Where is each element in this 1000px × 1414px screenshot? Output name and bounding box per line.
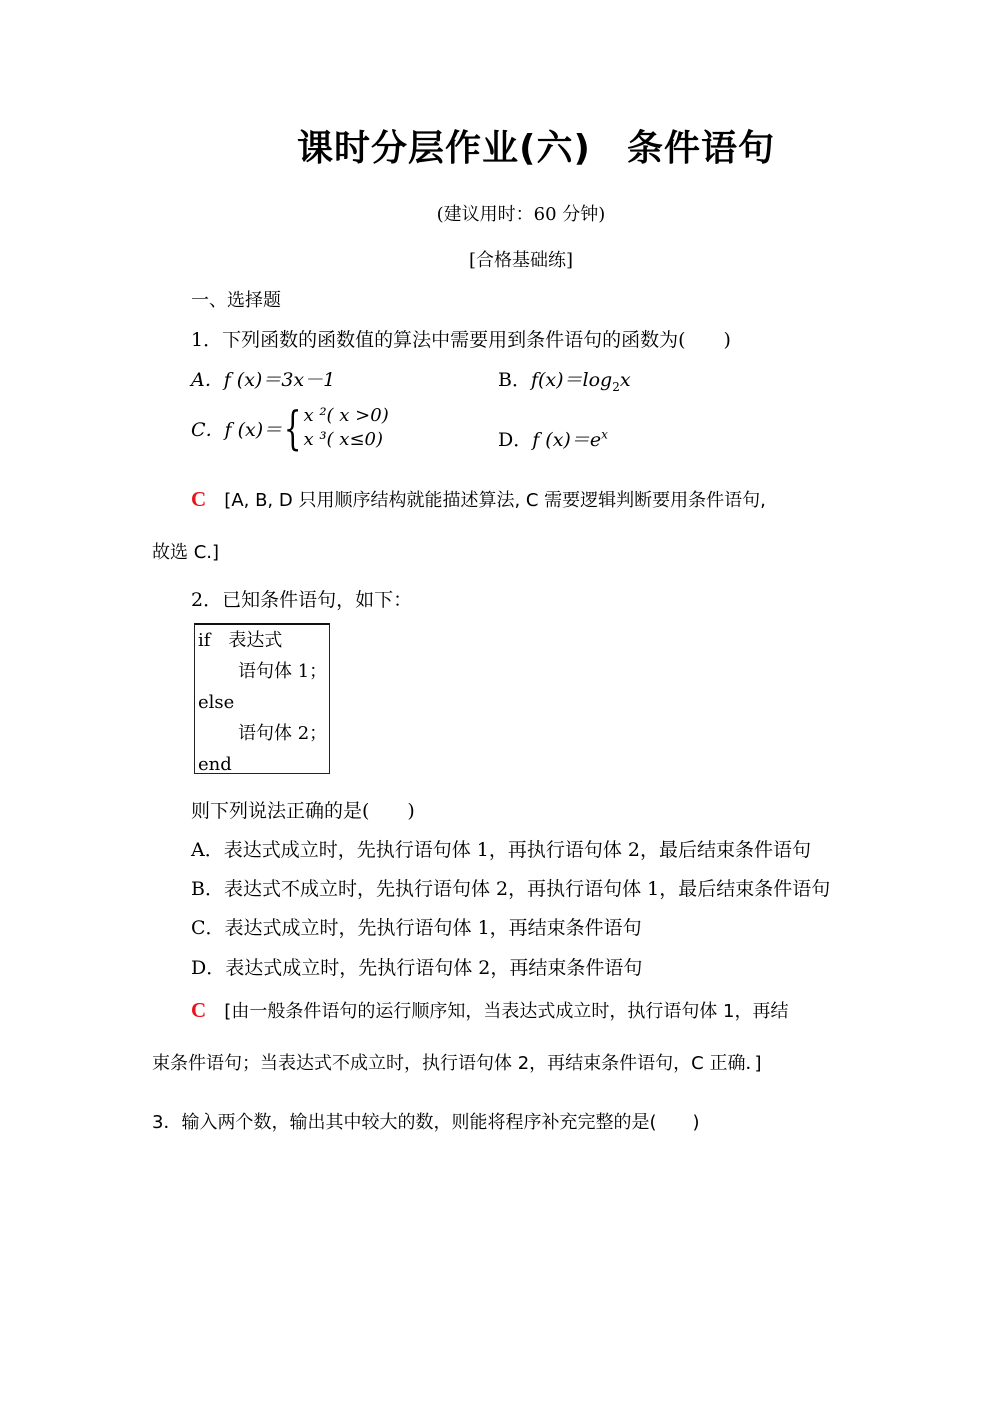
q2-option-c: C．表达式成立时，先执行语句体 1，再结束条件语句 bbox=[191, 917, 642, 939]
q1-option-c: C． f (x)＝ { x ²( x >0) x ³( x≤0) bbox=[191, 401, 389, 455]
q2-prompt: 则下列说法正确的是( ) bbox=[191, 800, 415, 822]
q2-explanation: C [由一般条件语句的运行顺序知，当表达式成立时，执行语句体 1，再结 bbox=[191, 998, 789, 1022]
q2-explanation-cont: 束条件语句；当表达式不成立时，执行语句体 2，再结束条件语句，C 正确．] bbox=[152, 1053, 762, 1074]
q2-option-d: D．表达式成立时，先执行语句体 2，再结束条件语句 bbox=[191, 957, 643, 979]
answer-badge: C bbox=[191, 487, 207, 511]
title-main: 课时分层作业(六) bbox=[297, 128, 591, 169]
q2-option-b: B．表达式不成立时，先执行语句体 2，再执行语句体 1，最后结束条件语句 bbox=[191, 878, 831, 900]
q1-option-a: A．f (x)＝3x－1 bbox=[191, 369, 336, 391]
q3-stem: 3．输入两个数，输出其中较大的数，则能将程序补充完整的是( ) bbox=[152, 1112, 700, 1133]
code-line: else bbox=[198, 692, 235, 713]
code-line: 语句体 1； bbox=[238, 661, 328, 682]
q2-stem: 2．已知条件语句，如下： bbox=[191, 589, 413, 611]
code-line: if 表达式 bbox=[198, 630, 283, 651]
code-block bbox=[194, 623, 330, 774]
q1-option-d: D．f $(x)=e^x$ bbox=[498, 427, 608, 451]
q1-explanation-cont: 故选 C.] bbox=[152, 542, 220, 563]
suggested-time: (建议用时：60 分钟) bbox=[436, 204, 606, 225]
piecewise-cases: x ²( x >0) x ³( x≤0) bbox=[303, 405, 389, 450]
q2-option-a: A．表达式成立时，先执行语句体 1，再执行语句体 2，最后结束条件语句 bbox=[191, 839, 811, 861]
title-topic: 条件语句 bbox=[626, 128, 775, 169]
q1-explanation: C [A, B, D 只用顺序结构就能描述算法, C 需要逻辑判断要用条件语句, bbox=[191, 487, 766, 511]
level-label: [合格基础练] bbox=[468, 250, 574, 271]
brace-icon: { bbox=[284, 401, 302, 455]
q1-option-b: B．$f(x)=\log_2x$ bbox=[498, 369, 631, 394]
page-title bbox=[0, 120, 1000, 171]
answer-badge: C bbox=[191, 998, 207, 1022]
q1-stem: 1．下列函数的函数值的算法中需要用到条件语句的函数为( ) bbox=[191, 329, 731, 351]
code-line: end bbox=[198, 754, 232, 775]
code-line: 语句体 2； bbox=[238, 723, 328, 744]
section-heading: 一、选择题 bbox=[191, 290, 281, 311]
